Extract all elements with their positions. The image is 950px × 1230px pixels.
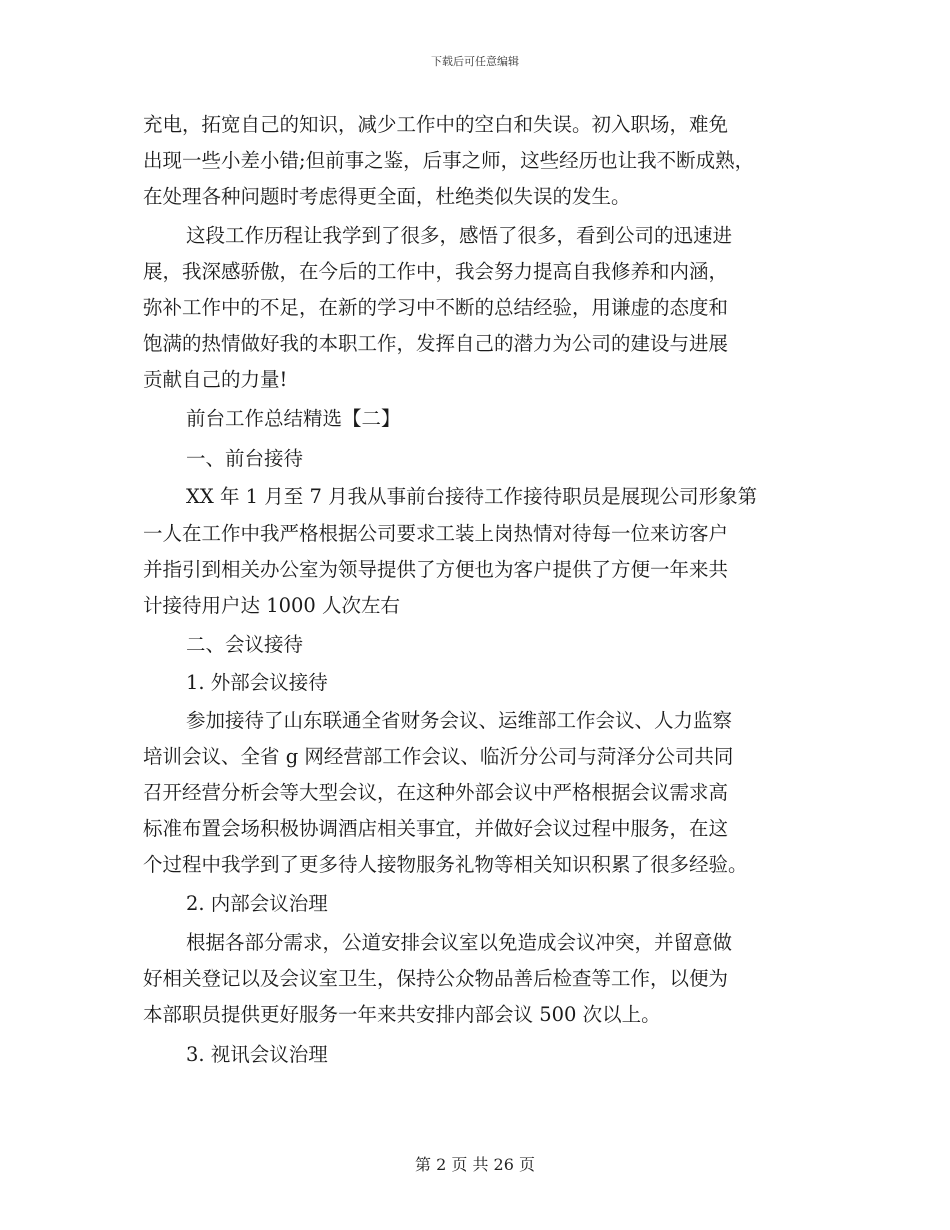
text-line: 饱满的热情做好我的本职工作，发挥自己的潜力为公司的建设与进展 [143, 332, 729, 355]
text-line: 一人在工作中我严格根据公司要求工装上岗热情对待每一位来访客户 [143, 522, 729, 545]
paragraph-start: 参加接待了山东联通全省财务会议、运维部工作会议、人力监察 [186, 709, 733, 732]
text-line: 培训会议、全省 g 网经营部工作会议、临沂分公司与菏泽分公司共同 [143, 745, 734, 768]
paragraph-start: 这段工作历程让我学到了很多，感悟了很多，看到公司的迅速进 [186, 224, 733, 247]
text-line: 弥补工作中的不足，在新的学习中不断的总结经验，用谦虚的态度和 [143, 296, 729, 319]
text-line: 并指引到相关办公室为领导提供了方便也为客户提供了方便一年来共 [143, 558, 729, 581]
paragraph-start: 根据各部分需求，公道安排会议室以免造成会议冲突，并留意做 [186, 931, 733, 954]
page-header: 下载后可任意编辑 [431, 55, 519, 68]
text-line: 展，我深感骄傲，在今后的工作中，我会努力提高自我修养和内涵， [143, 260, 729, 283]
subsection-heading: 一、前台接待 [186, 447, 304, 470]
subsection-heading: 2. 内部会议治理 [186, 892, 328, 915]
text-line: 个过程中我学到了更多待人接物服务礼物等相关知识积累了很多经验。 [143, 853, 748, 876]
text-line: 本部职员提供更好服务一年来共安排内部会议 500 次以上。 [143, 1003, 661, 1026]
section-heading: 前台工作总结精选【二】 [186, 407, 401, 430]
text-line: 出现一些小差小错;但前事之鉴，后事之师，这些经历也让我不断成熟， [143, 149, 755, 172]
subsection-heading: 二、会议接待 [186, 633, 304, 656]
text-line: 充电，拓宽自己的知识，减少工作中的空白和失误。初入职场，难免 [143, 113, 729, 136]
text-line: 计接待用户达 1000 人次左右 [143, 594, 401, 617]
paragraph-start: XX 年 1 月至 7 月我从事前台接待工作接待职员是展现公司形象第 [186, 485, 758, 508]
text-line: 好相关登记以及会议室卫生，保持公众物品善后检查等工作，以便为 [143, 967, 729, 990]
text-line: 贡献自己的力量! [143, 368, 288, 391]
text-line: 召开经营分析会等大型会议，在这种外部会议中严格根据会议需求高 [143, 781, 729, 804]
page-footer: 第 2 页 共 26 页 [415, 1155, 535, 1174]
subsection-heading: 1. 外部会议接待 [186, 671, 328, 694]
text-line: 在处理各种问题时考虑得更全面，杜绝类似失误的发生。 [143, 185, 631, 208]
subsection-heading: 3. 视讯会议治理 [186, 1043, 328, 1066]
text-line: 标准布置会场积极协调酒店相关事宜，并做好会议过程中服务，在这 [143, 817, 729, 840]
